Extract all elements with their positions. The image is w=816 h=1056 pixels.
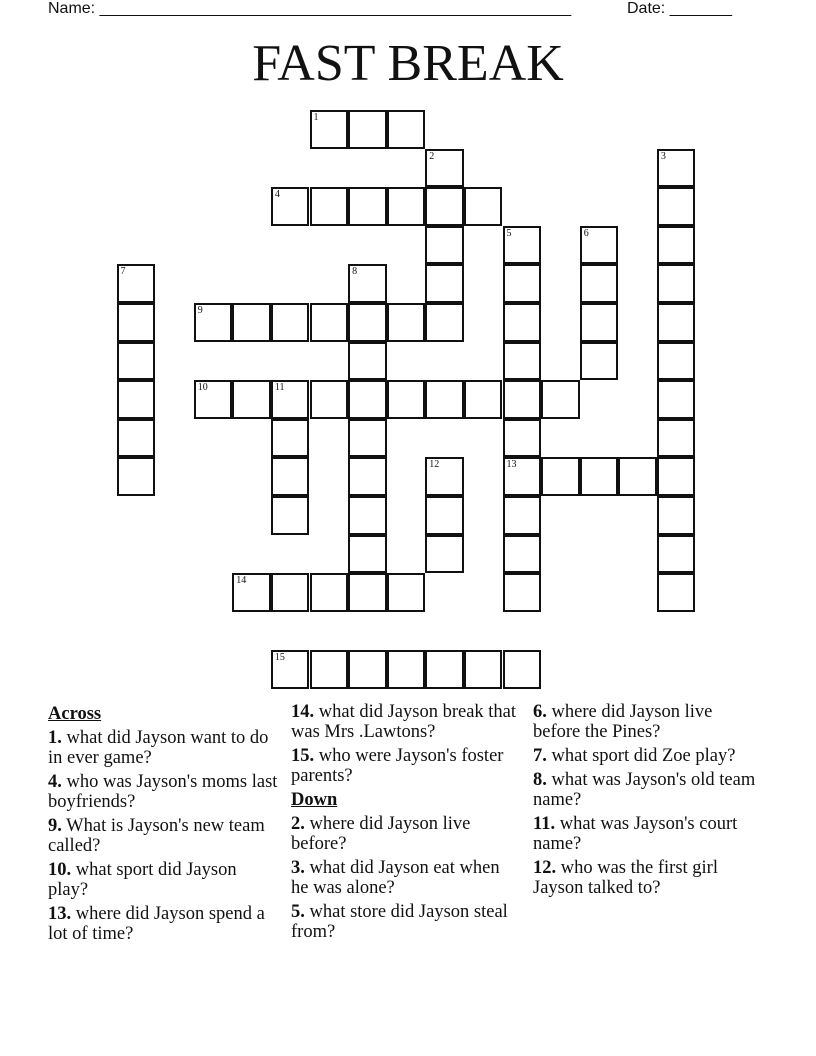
grid-cell[interactable] [657, 342, 696, 381]
grid-cell[interactable] [348, 573, 387, 612]
grid-cell[interactable] [464, 187, 503, 226]
cell-number: 5 [506, 227, 512, 239]
page-title: FAST BREAK [252, 35, 564, 92]
across-clue-14: 14. what did Jayson break that was Mrs .Lawtons? [291, 702, 517, 742]
grid-cell[interactable] [310, 650, 349, 689]
grid-cell[interactable] [271, 380, 310, 419]
grid-cell[interactable] [425, 264, 464, 303]
grid-cell[interactable] [348, 264, 387, 303]
grid-cell[interactable] [580, 226, 619, 265]
across-clue-15: 15. who were Jayson's foster parents? [291, 746, 504, 786]
grid-cell[interactable] [117, 303, 156, 342]
date-field[interactable]: Date: _______ [627, 0, 732, 17]
grid-cell[interactable] [580, 342, 619, 381]
grid-cell[interactable] [425, 380, 464, 419]
grid-cell[interactable] [194, 303, 233, 342]
cell-number: 4 [274, 189, 280, 201]
cell-number: 7 [120, 266, 126, 278]
grid-cell[interactable] [657, 496, 696, 535]
grid-cell[interactable] [348, 187, 387, 226]
grid-cell[interactable] [232, 303, 271, 342]
grid-cell[interactable] [425, 496, 464, 535]
across-clue-9: 9. What is Jayson's new team called? [48, 816, 265, 856]
grid-cell[interactable] [348, 457, 387, 496]
grid-cell[interactable] [310, 110, 349, 149]
grid-cell[interactable] [503, 496, 542, 535]
grid-cell[interactable] [503, 342, 542, 381]
grid-cell[interactable] [503, 457, 542, 496]
down-clue-6: 6. where did Jayson live before the Pines? [533, 702, 713, 742]
grid-cell[interactable] [618, 457, 657, 496]
grid-cell[interactable] [503, 535, 542, 574]
grid-cell[interactable] [348, 419, 387, 458]
cell-number: 14 [236, 575, 247, 587]
down-clue-11: 11. what was Jayson's court name? [533, 814, 738, 854]
across-clue-1: 1. what did Jayson want to do in ever game? [48, 728, 269, 768]
down-clue-12: 12. who was the first girl Jayson talked to? [533, 858, 718, 898]
down-clue-8: 8. what was Jayson's old team name? [533, 770, 756, 810]
grid-cell[interactable] [503, 226, 542, 265]
across-clue-13: 13. where did Jayson spend a lot of time? [48, 904, 265, 944]
grid-cell[interactable] [503, 650, 542, 689]
grid-cell[interactable] [271, 573, 310, 612]
grid-cell[interactable] [657, 149, 696, 188]
grid-cell[interactable] [425, 226, 464, 265]
grid-cell[interactable] [271, 419, 310, 458]
across-clue-10: 10. what sport did Jayson play? [48, 860, 237, 900]
grid-cell[interactable] [425, 650, 464, 689]
grid-cell[interactable] [117, 264, 156, 303]
down-heading: Down [291, 790, 338, 810]
cell-number: 12 [429, 459, 440, 471]
grid-cell[interactable] [271, 650, 310, 689]
grid-cell[interactable] [657, 264, 696, 303]
clues-column-3 [533, 702, 763, 902]
grid-cell[interactable] [425, 187, 464, 226]
grid-cell[interactable] [541, 380, 580, 419]
cell-number: 13 [506, 459, 517, 471]
down-clue-3: 3. what did Jayson eat when he was alone? [291, 858, 500, 898]
cell-number: 9 [197, 305, 203, 316]
grid-cell[interactable] [387, 573, 426, 612]
down-clue-2: 2. where did Jayson live before? [291, 814, 471, 854]
grid-cell[interactable] [657, 303, 696, 342]
grid-cell[interactable] [580, 303, 619, 342]
grid-cell[interactable] [387, 380, 426, 419]
grid-cell[interactable] [387, 303, 426, 342]
grid-cell[interactable] [117, 419, 156, 458]
grid-cell[interactable] [117, 457, 156, 496]
grid-cell[interactable] [348, 535, 387, 574]
grid-cell[interactable] [425, 457, 464, 496]
grid-cell[interactable] [580, 457, 619, 496]
cell-number: 8 [352, 266, 358, 278]
grid-cell[interactable] [387, 110, 426, 149]
cell-number: 15 [274, 652, 285, 664]
grid-cell[interactable] [657, 380, 696, 419]
grid-cell[interactable] [464, 380, 503, 419]
cell-number: 11 [274, 382, 285, 394]
grid-cell[interactable] [117, 380, 156, 419]
grid-cell[interactable] [657, 419, 696, 458]
grid-cell[interactable] [271, 187, 310, 226]
grid-cell[interactable] [387, 187, 426, 226]
grid-cell[interactable] [310, 380, 349, 419]
grid-cell[interactable] [348, 496, 387, 535]
clues-column-1 [48, 702, 278, 948]
grid-cell[interactable] [657, 187, 696, 226]
grid-cell[interactable] [117, 342, 156, 381]
grid-cell[interactable] [348, 380, 387, 419]
grid-cell[interactable] [232, 380, 271, 419]
grid-cell[interactable] [503, 573, 542, 612]
cell-number: 2 [429, 150, 435, 162]
cell-number: 3 [660, 150, 666, 162]
grid-cell[interactable] [348, 342, 387, 381]
grid-cell[interactable] [271, 496, 310, 535]
grid-cell[interactable] [503, 380, 542, 419]
grid-cell[interactable] [657, 573, 696, 612]
grid-cell[interactable] [310, 303, 349, 342]
grid-cell[interactable] [387, 650, 426, 689]
grid-cell[interactable] [580, 264, 619, 303]
grid-cell[interactable] [232, 573, 271, 612]
clues-column-2 [291, 702, 521, 946]
across-clue-4: 4. who was Jayson's moms last boyfriends? [48, 772, 278, 812]
grid-cell[interactable] [348, 110, 387, 149]
grid-cell[interactable] [657, 457, 696, 496]
grid-cell[interactable] [503, 264, 542, 303]
grid-cell[interactable] [271, 303, 310, 342]
across-heading: Across [48, 704, 102, 724]
grid-cell[interactable] [657, 226, 696, 265]
down-clue-5: 5. what store did Jayson steal from? [291, 902, 508, 942]
name-field[interactable]: Name: _____________________________________________________ [48, 0, 572, 17]
grid-cell[interactable] [657, 535, 696, 574]
down-clue-7: 7. what sport did Zoe play? [533, 746, 736, 766]
grid-cell[interactable] [425, 535, 464, 574]
cell-number: 1 [313, 112, 319, 123]
cell-number: 10 [197, 382, 208, 394]
grid-cell[interactable] [464, 650, 503, 689]
grid-cell[interactable] [194, 380, 233, 419]
grid-cell[interactable] [348, 303, 387, 342]
grid-cell[interactable] [271, 457, 310, 496]
grid-cell[interactable] [310, 187, 349, 226]
grid-cell[interactable] [348, 650, 387, 689]
grid-cell[interactable] [541, 457, 580, 496]
grid-cell[interactable] [503, 419, 542, 458]
grid-cell[interactable] [425, 149, 464, 188]
cell-number: 6 [583, 227, 589, 239]
grid-cell[interactable] [310, 573, 349, 612]
grid-cell[interactable] [503, 303, 542, 342]
grid-cell[interactable] [425, 303, 464, 342]
